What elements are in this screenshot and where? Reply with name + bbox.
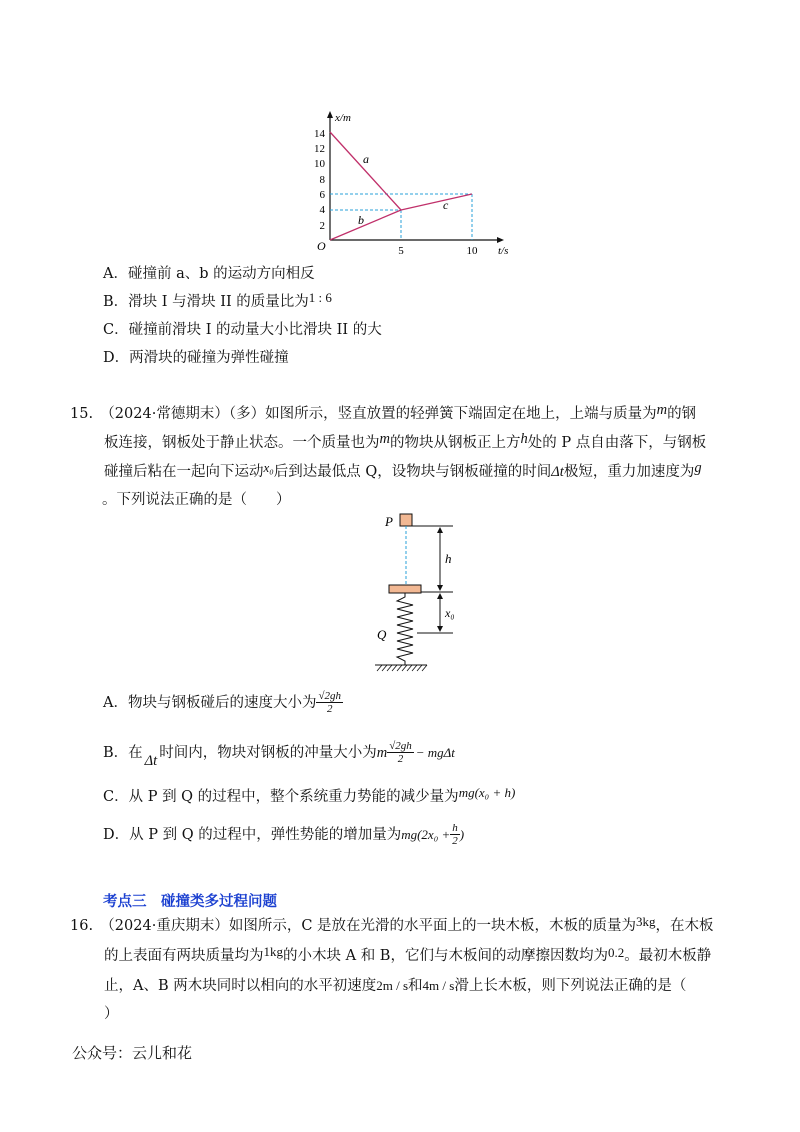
q15-option-c	[103, 787, 515, 807]
math-m: m	[379, 431, 390, 447]
math-mass: 3kg	[636, 914, 656, 929]
line-label-a: a	[363, 152, 369, 166]
ground-hatch	[377, 665, 427, 671]
spring-figure	[365, 505, 475, 677]
h-arrow-head-up	[437, 527, 443, 533]
label-h: h	[445, 551, 452, 566]
q16-text: 16. （2024·重庆期末）如图所示，C 是放在光滑的水平面上的一块木板，木板的质量为	[70, 918, 637, 934]
section-heading: 考点三 碰撞类多过程问题	[103, 893, 277, 910]
origin-label: O	[317, 239, 326, 253]
q16-line-2	[104, 946, 711, 966]
q15-option-b-text: 时间内，物块对钢板的冲量大小为	[159, 744, 377, 761]
q15-option-d	[103, 822, 464, 847]
q15-option-b-text: B．在	[103, 744, 143, 761]
x-axis-label: t/s	[498, 245, 509, 257]
label-q: Q	[377, 627, 387, 642]
q15-option-a-text: A．物块与钢板碰后的速度大小为	[103, 694, 317, 711]
xt-graph	[295, 108, 525, 258]
q15-option-b	[103, 740, 455, 769]
q16-line-1	[70, 916, 714, 936]
frac-denominator: 2	[327, 703, 333, 715]
line-b	[330, 210, 401, 240]
q16-text: 止，A、B 两木块同时以相向的水平初速度	[104, 978, 377, 994]
math-v1: 2m / s	[376, 978, 409, 993]
y-tick: 8	[319, 174, 325, 186]
y-tick: 4	[319, 204, 325, 216]
q15-text: 的钢	[667, 406, 697, 422]
q16-line-3	[104, 976, 686, 996]
line-label-c: c	[443, 198, 449, 212]
steel-plate	[389, 585, 421, 593]
math-m: m	[376, 744, 388, 761]
label-x0: x₀	[445, 606, 455, 620]
q14-option-a: A．碰撞前 a、b 的运动方向相反	[103, 266, 315, 282]
math-x0: x₀	[263, 460, 274, 475]
q15-option-a	[103, 690, 343, 715]
q16-text: 的小木块 A 和 B，它们与木板间的动摩擦因数均为	[283, 948, 608, 964]
q14-option-b	[103, 292, 332, 312]
q15-text: 极短，重力加速度为	[563, 464, 695, 480]
line-c	[401, 194, 472, 210]
line-label-b: b	[358, 213, 364, 227]
q16-line-4: ）	[104, 1006, 119, 1022]
y-tick: 10	[314, 158, 325, 170]
x0-arrow-head-up	[437, 593, 443, 599]
math-v2: 4m / s	[422, 978, 455, 993]
fraction-sqrt2gh-over-2	[316, 690, 343, 715]
y-axis-label: x/m	[335, 112, 351, 124]
x0-arrow-head-down	[437, 626, 443, 632]
math-g: g	[694, 460, 702, 476]
x-axis-arrow	[497, 237, 504, 243]
q16-text: 。最初木板静	[624, 948, 712, 964]
y-tick: 14	[314, 128, 325, 140]
x-tick: 5	[398, 245, 404, 257]
math-h: h	[520, 431, 528, 447]
q15-text: 处的 P 点自由落下，与钢板	[527, 435, 707, 451]
q14-ratio: 1 : 6	[308, 290, 332, 305]
x-tick: 10	[466, 245, 478, 257]
q14-option-c: C．碰撞前滑块 I 的动量大小比滑块 II 的大	[103, 322, 382, 338]
q15-line-2	[104, 433, 706, 453]
q16-text: 和	[408, 978, 423, 994]
q15-option-c-text: C．从 P 到 Q 的过程中，整个系统重力势能的减少量为	[103, 789, 459, 805]
math-expr: )	[459, 826, 465, 842]
q15-line-3	[104, 462, 702, 482]
y-axis-arrow	[327, 111, 333, 118]
q15-text: 后到达最低点 Q，设物块与钢板碰撞的时间	[273, 464, 552, 480]
frac-denominator: 2	[452, 835, 458, 847]
y-tick: 6	[319, 189, 325, 201]
fraction-sqrt2gh-over-2	[387, 740, 414, 765]
h-arrow-head-down	[437, 585, 443, 591]
q15-text: 15. （2024·常德期末）（多）如图所示，竖直放置的轻弹簧下端固定在地上，上端与质量为	[70, 406, 657, 422]
line-a	[330, 132, 401, 210]
q14-option-d: D．两滑块的碰撞为弹性碰撞	[103, 350, 289, 366]
q15-option-d-text: D．从 P 到 Q 的过程中，弹性势能的增加量为	[103, 826, 402, 843]
math-dt: Δt	[144, 752, 158, 769]
footer-account: 公众号：云儿和花	[72, 1044, 193, 1062]
math-mu: 0.2	[607, 945, 625, 960]
q15-line-4: 。下列说法正确的是（ ）	[102, 492, 291, 508]
math-expr: mg(x₀ + h)	[458, 785, 516, 800]
spring	[397, 593, 413, 665]
q15-text: 碰撞后粘在一起向下运动	[104, 464, 264, 480]
math-expr: mg(2x₀ +	[401, 826, 451, 842]
q15-line-1	[70, 404, 696, 424]
frac-numerator: h	[452, 822, 458, 834]
math-m: m	[656, 402, 668, 418]
math-mass: 1kg	[263, 944, 283, 959]
q15-text: 的物块从钢板正上方	[389, 435, 521, 451]
math-tail: − mgΔt	[415, 744, 455, 760]
q15-text: 板连接，钢板处于静止状态。一个质量也为	[104, 435, 380, 451]
q16-text: 的上表面有两块质量均为	[104, 948, 264, 964]
q14-option-b-text: B．滑块 I 与滑块 II 的质量比为	[103, 294, 309, 310]
q16-text: 滑上长木板，则下列说法正确的是（	[454, 978, 687, 994]
q16-text: ，在木板	[655, 918, 714, 934]
math-dt: Δt	[551, 464, 564, 480]
frac-numerator: √2gh	[318, 690, 342, 702]
frac-numerator: √2gh	[389, 740, 412, 752]
y-tick: 2	[319, 220, 325, 232]
fraction-h-over-2	[450, 822, 460, 847]
block-p	[400, 514, 412, 526]
label-p: P	[385, 514, 393, 529]
frac-denominator: 2	[397, 753, 404, 765]
y-tick: 12	[314, 143, 325, 155]
